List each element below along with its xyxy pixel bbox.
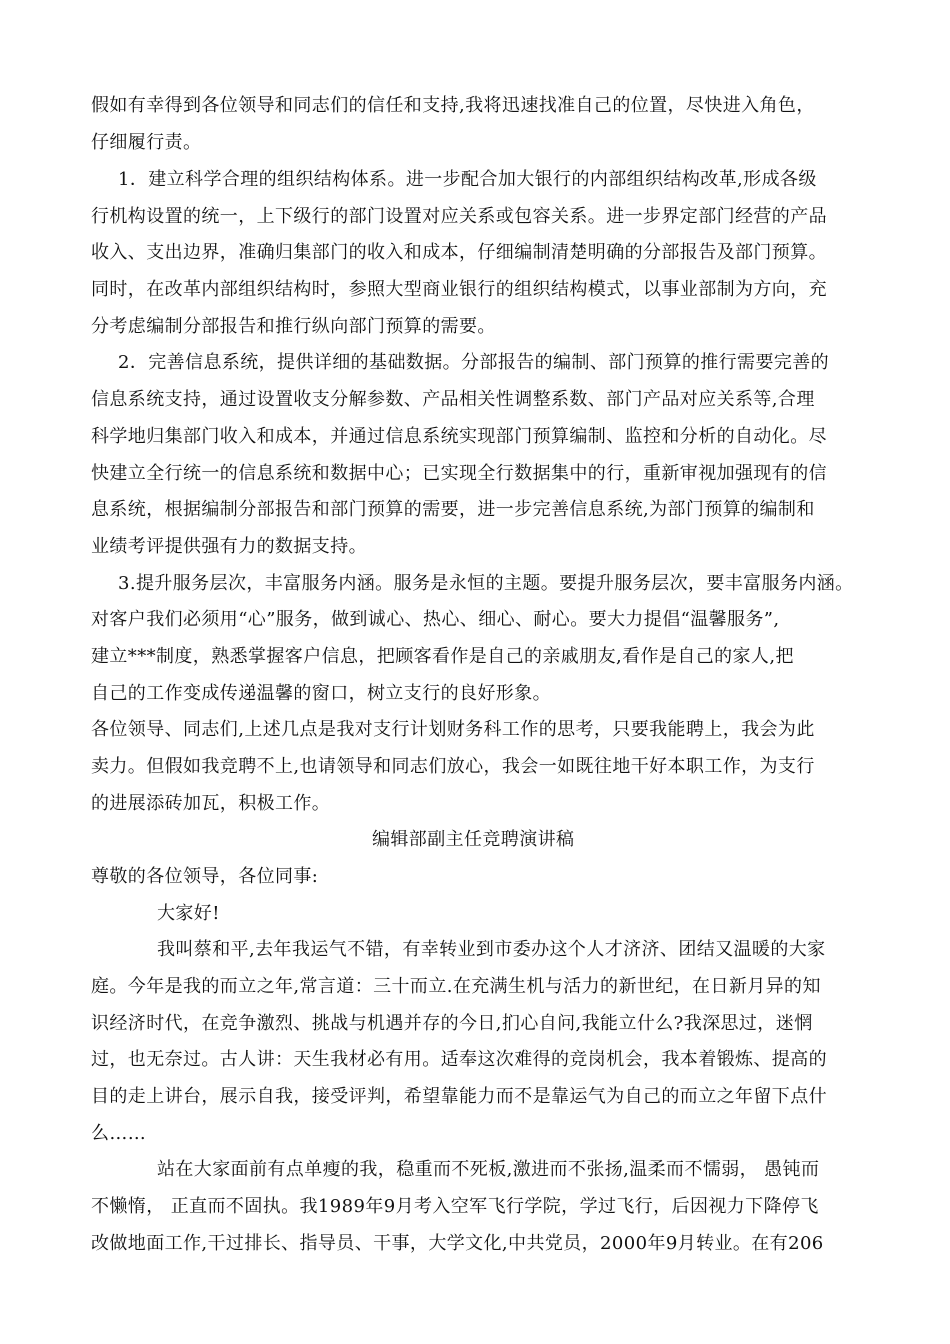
speech-title: 编辑部副主任竞聘演讲稿 bbox=[372, 829, 575, 850]
body-line: 么…… bbox=[91, 1123, 147, 1144]
body-line: 对客户我们必须用“心”服务，做到诚心、热心、细心、耐心。要大力提倡“温馨服务”, bbox=[91, 609, 780, 630]
body-line: 业绩考评提供强有力的数据支持。 bbox=[91, 536, 367, 557]
body-line: 站在大家面前有点单瘦的我，稳重而不死板,激进而不张扬,温柔而不懦弱， 愚钝而 bbox=[157, 1159, 820, 1180]
body-line: 息系统，根据编制分部报告和部门预算的需要，进一步完善信息系统,为部门预算的编制和 bbox=[91, 499, 815, 520]
body-line: 目的走上讲台，展示自我，接受评判，希望靠能力而不是靠运气为自己的而立之年留下点什 bbox=[91, 1086, 827, 1107]
body-line: 不懒惰， 正直而不固执。我1989年9月考入空军飞行学院，学过飞行，后因视力下降停飞 bbox=[91, 1196, 819, 1217]
body-line: 自己的工作变成传递温馨的窗口，树立支行的良好形象。 bbox=[91, 683, 551, 704]
body-line: 收入、支出边界，准确归集部门的收入和成本，仔细编制清楚明确的分部报告及部门预算。 bbox=[91, 242, 827, 263]
body-line: 各位领导、同志们,上述几点是我对支行计划财务科工作的思考，只要我能聘上，我会为此 bbox=[91, 719, 815, 740]
body-line: 科学地归集部门收入和成本，并通过信息系统实现部门预算编制、监控和分析的自动化。尽 bbox=[91, 426, 827, 447]
body-line: 仔细履行责。 bbox=[91, 132, 202, 153]
body-line: 我叫蔡和平,去年我运气不错，有幸转业到市委办这个人才济济、团结又温暖的大家 bbox=[157, 939, 826, 960]
body-line: 分考虑编制分部报告和推行纵向部门预算的需要。 bbox=[91, 316, 496, 337]
body-line: 改做地面工作,干过排长、指导员、干事，大学文化,中共党员，2000年9月转业。在有206 bbox=[91, 1233, 824, 1254]
body-line: 信息系统支持，通过设置收支分解参数、产品相关性调整系数、部门产品对应关系等,合理 bbox=[91, 389, 815, 410]
salutation: 尊敬的各位领导，各位同事: bbox=[91, 866, 319, 887]
body-line: 行机构设置的统一，上下级行的部门设置对应关系或包容关系。进一步界定部门经营的产品 bbox=[91, 206, 827, 227]
body-line: 假如有幸得到各位领导和同志们的信任和支持,我将迅速找准自己的位置，尽快进入角色， bbox=[91, 95, 815, 116]
body-line: 庭。今年是我的而立之年,常言道：三十而立.在充满生机与活力的新世纪，在日新月异的知 bbox=[91, 976, 821, 997]
body-line: 的进展添砖加瓦，积极工作。 bbox=[91, 793, 331, 814]
body-line: 识经济时代，在竞争激烈、挑战与机遇并存的今日,扪心自问,我能立什么?我深思过，迷惘 bbox=[91, 1013, 813, 1034]
body-line: 3.提升服务层次，丰富服务内涵。服务是永恒的主题。要提升服务层次，要丰富服务内涵。 bbox=[118, 573, 854, 594]
body-line: 2．完善信息系统，提供详细的基础数据。分部报告的编制、部门预算的推行需要完善的 bbox=[118, 352, 830, 373]
body-line: 建立***制度，熟悉掌握客户信息，把顾客看作是自己的亲戚朋友,看作是自己的家人,把 bbox=[91, 646, 794, 667]
greeting: 大家好! bbox=[157, 903, 220, 924]
body-line: 过，也无奈过。古人讲：天生我材必有用。适奉这次难得的竞岗机会，我本着锻炼、提高的 bbox=[91, 1049, 827, 1070]
body-line: 1．建立科学合理的组织结构体系。进一步配合加大银行的内部组织结构改革,形成各级 bbox=[118, 169, 817, 190]
body-line: 同时，在改革内部组织结构时，参照大型商业银行的组织结构模式，以事业部制为方向，充 bbox=[91, 279, 827, 300]
body-line: 卖力。但假如我竞聘不上,也请领导和同志们放心，我会一如既往地干好本职工作，为支行 bbox=[91, 756, 815, 777]
body-line: 快建立全行统一的信息系统和数据中心；已实现全行数据集中的行，重新审视加强现有的信 bbox=[91, 463, 827, 484]
